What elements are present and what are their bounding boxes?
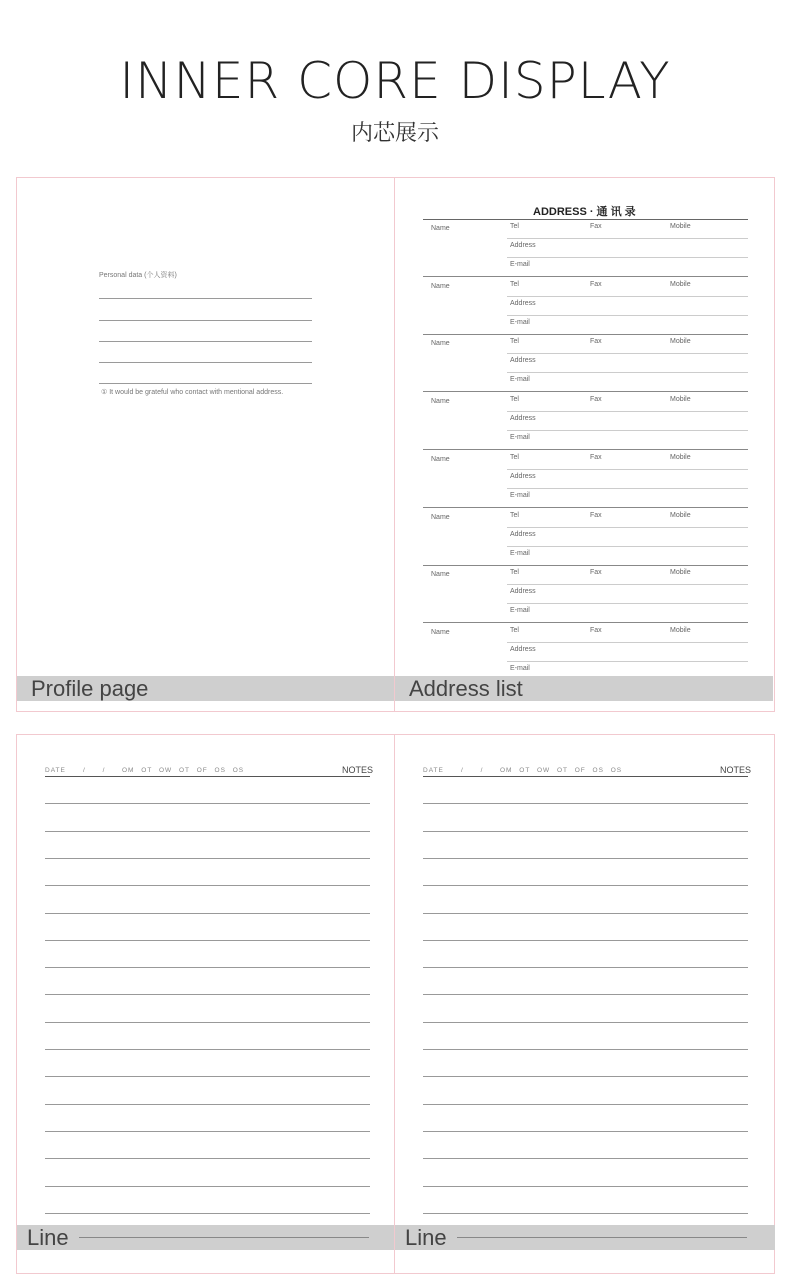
profile-page-caption: Profile page: [17, 676, 395, 701]
writing-line: [423, 1186, 748, 1187]
writing-line: [45, 1049, 370, 1050]
mobile-field: Mobile: [670, 511, 691, 519]
entry-subrule: [507, 661, 748, 662]
name-field: Name: [431, 455, 450, 463]
writing-line: [45, 1076, 370, 1077]
fax-field: Fax: [590, 569, 602, 577]
tel-field: Tel: [510, 280, 519, 288]
tel-field: Tel: [510, 396, 519, 404]
tel-field: Tel: [510, 569, 519, 577]
contact-note: ① It would be grateful who contact with mentional address.: [101, 389, 284, 396]
email-field: E-mail: [510, 491, 530, 499]
writing-line: [45, 1131, 370, 1132]
mobile-field: Mobile: [670, 223, 691, 230]
caption-rule: [79, 1237, 369, 1238]
mobile-field: Mobile: [670, 280, 691, 288]
date-separators: / /: [83, 767, 106, 774]
writing-line: [423, 1104, 748, 1105]
profile-line: [99, 341, 312, 342]
profile-line: [99, 298, 312, 299]
entry-subrule: [507, 642, 748, 643]
profile-line: [99, 383, 312, 384]
email-field: E-mail: [510, 549, 530, 557]
entry-subrule: [507, 469, 748, 470]
writing-line: [45, 1213, 370, 1214]
mobile-field: Mobile: [670, 338, 691, 346]
address-field: Address: [510, 530, 536, 538]
address-field: Address: [510, 472, 536, 480]
writing-line: [45, 940, 370, 941]
personal-data-label: Personal data (个人资料): [99, 272, 177, 279]
writing-line: [45, 885, 370, 886]
email-field: E-mail: [510, 318, 530, 326]
date-label: DATE: [45, 767, 66, 774]
entry-subrule: [507, 546, 748, 547]
line-caption-text: Line: [27, 1225, 69, 1250]
writing-line: [45, 776, 370, 777]
entry-subrule: [507, 527, 748, 528]
entry-divider: [423, 391, 748, 392]
notes-page-left: [16, 734, 395, 1274]
writing-line: [423, 831, 748, 832]
profile-page-panel: [16, 177, 395, 712]
entry-subrule: [507, 584, 748, 585]
address-field: Address: [510, 299, 536, 307]
name-field: Name: [431, 398, 450, 406]
writing-line: [423, 858, 748, 859]
email-field: E-mail: [510, 376, 530, 384]
notes-label: NOTES: [342, 765, 374, 775]
entry-subrule: [507, 372, 748, 373]
fax-field: Fax: [590, 453, 602, 461]
writing-line: [423, 1076, 748, 1077]
entry-subrule: [507, 296, 748, 297]
entry-subrule: [507, 411, 748, 412]
name-field: Name: [431, 282, 450, 290]
writing-line: [45, 1186, 370, 1187]
line-caption: [395, 1225, 775, 1250]
writing-line: [423, 1213, 748, 1214]
entry-subrule: [507, 488, 748, 489]
entry-divider: [423, 276, 748, 277]
address-field: Address: [510, 357, 536, 365]
fax-field: Fax: [590, 511, 602, 519]
entry-divider: [423, 507, 748, 508]
writing-line: [423, 994, 748, 995]
line-caption: [17, 1225, 395, 1250]
caption-rule: [457, 1237, 747, 1238]
notes-label: NOTES: [720, 765, 752, 775]
address-field: Address: [510, 645, 536, 653]
name-field: Name: [431, 225, 450, 232]
writing-line: [423, 967, 748, 968]
writing-line: [45, 1022, 370, 1023]
entry-divider: [423, 334, 748, 335]
writing-line: [423, 940, 748, 941]
profile-line: [99, 320, 312, 321]
tel-field: Tel: [510, 338, 519, 346]
address-field: Address: [510, 588, 536, 596]
fax-field: Fax: [590, 223, 602, 230]
address-page-panel: [394, 177, 775, 712]
writing-line: [423, 1131, 748, 1132]
writing-line: [45, 858, 370, 859]
writing-line: [423, 1022, 748, 1023]
notes-page-right: [394, 734, 775, 1274]
address-field: Address: [510, 242, 536, 249]
name-field: Name: [431, 340, 450, 348]
date-separators: / /: [461, 767, 484, 774]
writing-line: [45, 1104, 370, 1105]
email-field: E-mail: [510, 434, 530, 442]
fax-field: Fax: [590, 626, 602, 634]
writing-line: [45, 967, 370, 968]
writing-line: [423, 1158, 748, 1159]
weekday-markers: OM OT OW OT OF OS OS: [500, 767, 623, 774]
address-title-rule: [423, 219, 748, 220]
address-field: Address: [510, 415, 536, 423]
entry-divider: [423, 449, 748, 450]
entry-divider: [423, 622, 748, 623]
fax-field: Fax: [590, 280, 602, 288]
entry-subrule: [507, 257, 748, 258]
email-field: E-mail: [510, 261, 530, 268]
fax-field: Fax: [590, 338, 602, 346]
entry-subrule: [507, 430, 748, 431]
weekday-markers: OM OT OW OT OF OS OS: [122, 767, 245, 774]
name-field: Name: [431, 571, 450, 579]
tel-field: Tel: [510, 223, 519, 230]
email-field: E-mail: [510, 607, 530, 615]
tel-field: Tel: [510, 626, 519, 634]
writing-line: [45, 994, 370, 995]
entry-subrule: [507, 353, 748, 354]
address-list-caption: Address list: [395, 676, 773, 701]
date-label: DATE: [423, 767, 444, 774]
writing-line: [423, 913, 748, 914]
writing-line: [45, 803, 370, 804]
entry-subrule: [507, 238, 748, 239]
writing-line: [423, 1049, 748, 1050]
mobile-field: Mobile: [670, 396, 691, 404]
email-field: E-mail: [510, 664, 530, 672]
writing-line: [45, 913, 370, 914]
line-caption-text: Line: [405, 1225, 447, 1250]
address-title: ADDRESS · 通 讯 录: [533, 206, 636, 218]
fax-field: Fax: [590, 396, 602, 404]
writing-line: [45, 831, 370, 832]
writing-line: [45, 1158, 370, 1159]
name-field: Name: [431, 513, 450, 521]
tel-field: Tel: [510, 511, 519, 519]
mobile-field: Mobile: [670, 453, 691, 461]
mobile-field: Mobile: [670, 569, 691, 577]
entry-divider: [423, 565, 748, 566]
writing-line: [423, 885, 748, 886]
entry-subrule: [507, 603, 748, 604]
writing-line: [423, 776, 748, 777]
name-field: Name: [431, 628, 450, 636]
mobile-field: Mobile: [670, 626, 691, 634]
page-subtitle: 内芯展示: [350, 121, 439, 146]
page-title: INNER CORE DISPLAY: [119, 52, 671, 110]
tel-field: Tel: [510, 453, 519, 461]
entry-subrule: [507, 315, 748, 316]
profile-line: [99, 362, 312, 363]
writing-line: [423, 803, 748, 804]
